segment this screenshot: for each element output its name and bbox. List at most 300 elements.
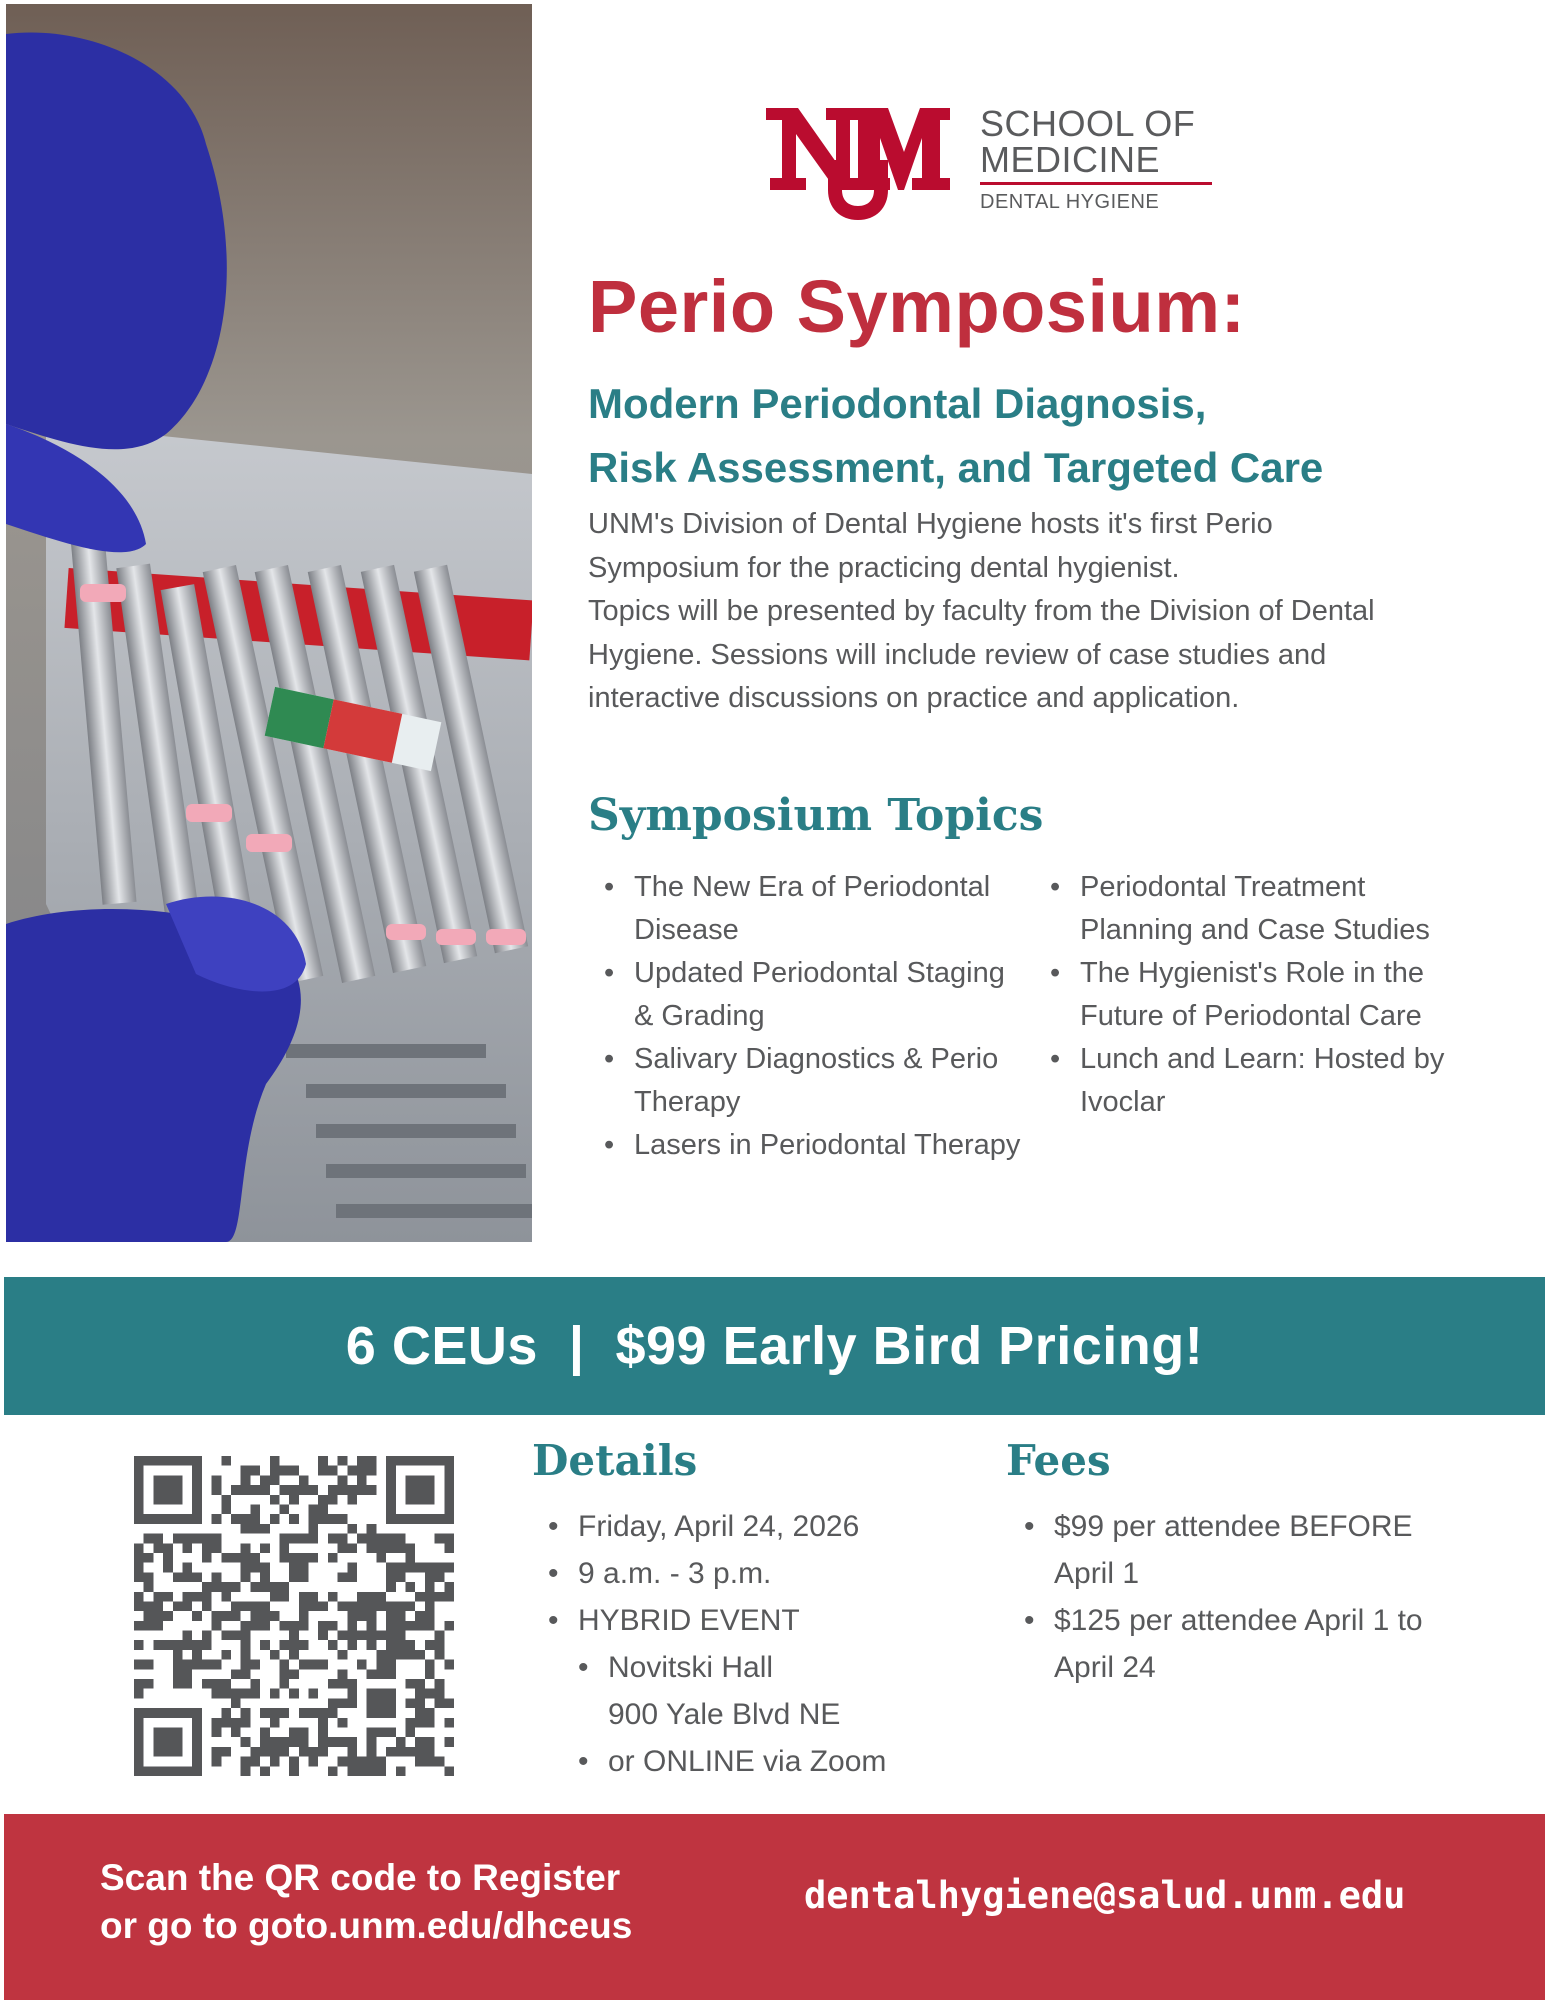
qr-module xyxy=(221,1495,231,1505)
qr-module xyxy=(289,1485,299,1495)
qr-module xyxy=(134,1601,144,1611)
qr-module xyxy=(347,1689,357,1699)
topic-item: • Lasers in Periodontal Therapy xyxy=(604,1124,1024,1167)
qr-module xyxy=(134,1621,144,1631)
qr-module xyxy=(289,1766,299,1776)
logo-divider xyxy=(980,182,1212,185)
qr-module xyxy=(415,1698,425,1708)
qr-module xyxy=(260,1543,270,1553)
qr-module xyxy=(173,1660,183,1670)
qr-module xyxy=(144,1582,154,1592)
qr-module xyxy=(221,1708,231,1718)
qr-module xyxy=(357,1766,367,1776)
qr-module xyxy=(260,1728,270,1738)
qr-module xyxy=(270,1650,280,1660)
qr-module xyxy=(396,1572,406,1582)
qr-module xyxy=(347,1631,357,1641)
qr-module xyxy=(153,1611,163,1621)
qr-module xyxy=(328,1621,338,1631)
details-location-online: • or ONLINE via Zoom xyxy=(578,1738,1008,1785)
qr-module xyxy=(357,1660,367,1670)
qr-module xyxy=(153,1592,163,1602)
qr-module xyxy=(396,1640,406,1650)
qr-module xyxy=(241,1766,251,1776)
qr-module xyxy=(406,1601,416,1611)
qr-module xyxy=(425,1582,435,1592)
qr-module xyxy=(328,1698,338,1708)
qr-module xyxy=(396,1534,406,1544)
qr-module xyxy=(250,1553,260,1563)
qr-module xyxy=(444,1660,454,1670)
qr-module xyxy=(347,1572,357,1582)
registration-qr-code[interactable] xyxy=(134,1456,454,1776)
qr-module xyxy=(192,1640,202,1650)
qr-module xyxy=(231,1728,241,1738)
qr-module xyxy=(134,1543,144,1553)
qr-module xyxy=(221,1650,231,1660)
qr-module xyxy=(376,1669,386,1679)
qr-module xyxy=(309,1514,319,1524)
qr-module xyxy=(386,1582,396,1592)
qr-module xyxy=(299,1592,309,1602)
qr-module xyxy=(299,1728,309,1738)
qr-module xyxy=(347,1766,357,1776)
qr-module xyxy=(376,1601,386,1611)
qr-module xyxy=(202,1553,212,1563)
qr-module xyxy=(250,1747,260,1757)
qr-module xyxy=(435,1640,445,1650)
qr-module xyxy=(289,1640,299,1650)
qr-module xyxy=(415,1757,425,1767)
fee-early: • $99 per attendee BEFORE April 1 xyxy=(1024,1503,1464,1597)
qr-module xyxy=(415,1718,425,1728)
qr-module xyxy=(144,1534,154,1544)
details-event-type xyxy=(548,1597,1008,1785)
qr-module xyxy=(202,1660,212,1670)
qr-module xyxy=(192,1572,202,1582)
qr-module xyxy=(406,1543,416,1553)
qr-module xyxy=(367,1621,377,1631)
qr-module xyxy=(212,1572,222,1582)
qr-module xyxy=(357,1592,367,1602)
qr-module xyxy=(338,1534,348,1544)
qr-module xyxy=(270,1689,280,1699)
qr-module xyxy=(241,1737,251,1747)
qr-module xyxy=(260,1563,270,1573)
qr-module xyxy=(444,1582,454,1592)
qr-module xyxy=(347,1466,357,1476)
qr-module xyxy=(338,1650,348,1660)
qr-module xyxy=(144,1553,154,1563)
qr-module xyxy=(250,1679,260,1689)
topics-heading: Symposium Topics xyxy=(588,790,1044,841)
qr-module xyxy=(221,1456,231,1466)
qr-module xyxy=(241,1466,251,1476)
qr-module xyxy=(357,1485,367,1495)
qr-module xyxy=(406,1718,416,1728)
qr-module xyxy=(386,1543,396,1553)
qr-module xyxy=(318,1631,328,1641)
qr-module xyxy=(328,1640,338,1650)
qr-module xyxy=(260,1640,270,1650)
qr-module xyxy=(260,1737,270,1747)
qr-module xyxy=(396,1631,406,1641)
qr-module xyxy=(435,1650,445,1660)
qr-module xyxy=(318,1495,328,1505)
qr-module xyxy=(376,1534,386,1544)
qr-module xyxy=(250,1757,260,1767)
qr-module xyxy=(250,1466,260,1476)
qr-module xyxy=(231,1553,241,1563)
qr-module xyxy=(318,1514,328,1524)
details-date: • Friday, April 24, 2026 xyxy=(548,1503,1008,1550)
qr-module xyxy=(231,1669,241,1679)
qr-module xyxy=(338,1757,348,1767)
qr-module xyxy=(153,1601,163,1611)
qr-module xyxy=(367,1728,377,1738)
qr-module xyxy=(425,1689,435,1699)
qr-module xyxy=(192,1660,202,1670)
qr-module xyxy=(425,1611,435,1621)
qr-module xyxy=(435,1679,445,1689)
qr-module xyxy=(221,1592,231,1602)
qr-module xyxy=(338,1475,348,1485)
qr-module xyxy=(309,1689,319,1699)
qr-module xyxy=(289,1728,299,1738)
qr-module xyxy=(289,1572,299,1582)
qr-module xyxy=(250,1582,260,1592)
qr-module xyxy=(318,1466,328,1476)
qr-module xyxy=(435,1572,445,1582)
qr-module xyxy=(415,1650,425,1660)
qr-module xyxy=(357,1456,367,1466)
qr-module xyxy=(367,1737,377,1747)
qr-module xyxy=(357,1757,367,1767)
qr-module xyxy=(212,1660,222,1670)
qr-module xyxy=(279,1553,289,1563)
qr-module xyxy=(279,1592,289,1602)
qr-module xyxy=(425,1718,435,1728)
details-location-hall-name: Novitski Hall xyxy=(608,1651,774,1684)
qr-module xyxy=(144,1611,154,1621)
qr-module xyxy=(173,1572,183,1582)
qr-module xyxy=(250,1563,260,1573)
qr-module xyxy=(250,1504,260,1514)
qr-module xyxy=(347,1611,357,1621)
qr-module xyxy=(163,1640,173,1650)
qr-module xyxy=(367,1543,377,1553)
qr-module xyxy=(318,1621,328,1631)
qr-module xyxy=(202,1543,212,1553)
qr-module xyxy=(173,1669,183,1679)
qr-module xyxy=(260,1747,270,1757)
qr-module xyxy=(260,1572,270,1582)
qr-module xyxy=(202,1640,212,1650)
qr-module xyxy=(386,1631,396,1641)
qr-module xyxy=(444,1534,454,1544)
qr-module xyxy=(406,1621,416,1631)
qr-module xyxy=(299,1601,309,1611)
qr-module xyxy=(250,1601,260,1611)
qr-module xyxy=(396,1543,406,1553)
qr-module xyxy=(241,1485,251,1495)
unm-logo-mark-icon xyxy=(766,100,950,220)
qr-module xyxy=(347,1747,357,1757)
qr-module xyxy=(221,1679,231,1689)
qr-module xyxy=(212,1689,222,1699)
qr-module xyxy=(241,1553,251,1563)
qr-module xyxy=(182,1601,192,1611)
qr-module xyxy=(212,1679,222,1689)
qr-module xyxy=(173,1640,183,1650)
qr-module xyxy=(415,1708,425,1718)
qr-module xyxy=(212,1718,222,1728)
qr-module xyxy=(250,1611,260,1621)
qr-module xyxy=(444,1563,454,1573)
qr-module xyxy=(367,1534,377,1544)
qr-module xyxy=(144,1621,154,1631)
qr-module xyxy=(396,1621,406,1631)
qr-module xyxy=(134,1679,144,1689)
qr-module xyxy=(367,1757,377,1767)
qr-module xyxy=(415,1611,425,1621)
qr-module xyxy=(444,1621,454,1631)
qr-module xyxy=(347,1757,357,1767)
qr-module xyxy=(173,1650,183,1660)
qr-module xyxy=(367,1485,377,1495)
qr-module xyxy=(270,1611,280,1621)
qr-module xyxy=(270,1757,280,1767)
qr-module xyxy=(328,1495,338,1505)
register-url[interactable]: or go to goto.unm.edu/dhceus xyxy=(100,1905,633,1946)
qr-module xyxy=(260,1582,270,1592)
logo-school-of: SCHOOL OF xyxy=(980,103,1196,144)
qr-module xyxy=(444,1737,454,1747)
qr-module xyxy=(163,1611,173,1621)
details-list xyxy=(548,1503,1008,1785)
qr-module xyxy=(221,1553,231,1563)
qr-module xyxy=(309,1757,319,1767)
qr-module xyxy=(415,1679,425,1689)
qr-module xyxy=(289,1466,299,1476)
qr-module xyxy=(309,1524,319,1534)
qr-module xyxy=(299,1572,309,1582)
fees-list xyxy=(1024,1503,1464,1691)
dental-instruments-photo xyxy=(6,4,532,1242)
unm-school-of-medicine-logo xyxy=(766,100,1236,230)
qr-module xyxy=(444,1766,454,1776)
qr-module xyxy=(338,1679,348,1689)
qr-module xyxy=(192,1611,202,1621)
qr-module xyxy=(357,1601,367,1611)
qr-module xyxy=(396,1601,406,1611)
qr-module xyxy=(270,1495,280,1505)
qr-module xyxy=(386,1611,396,1621)
qr-module xyxy=(406,1650,416,1660)
qr-module xyxy=(318,1718,328,1728)
qr-module xyxy=(435,1631,445,1641)
qr-module xyxy=(270,1592,280,1602)
qr-module xyxy=(299,1553,309,1563)
topic-item: • Salivary Diagnostics & Perio Therapy xyxy=(604,1038,1024,1124)
qr-module xyxy=(299,1534,309,1544)
qr-module xyxy=(376,1543,386,1553)
qr-module xyxy=(212,1611,222,1621)
qr-module xyxy=(279,1504,289,1514)
qr-module xyxy=(386,1747,396,1757)
qr-module xyxy=(182,1631,192,1641)
qr-module xyxy=(367,1631,377,1641)
qr-module xyxy=(396,1747,406,1757)
qr-module xyxy=(347,1737,357,1747)
qr-module xyxy=(250,1660,260,1670)
qr-module xyxy=(425,1640,435,1650)
qr-module xyxy=(376,1631,386,1641)
qr-module xyxy=(250,1524,260,1534)
qr-module xyxy=(134,1660,144,1670)
qr-module xyxy=(202,1679,212,1689)
qr-module xyxy=(163,1592,173,1602)
qr-module xyxy=(376,1728,386,1738)
qr-module xyxy=(347,1601,357,1611)
qr-module xyxy=(173,1601,183,1611)
qr-module xyxy=(347,1485,357,1495)
qr-module xyxy=(270,1466,280,1476)
qr-module xyxy=(202,1631,212,1641)
topics-list-right xyxy=(1050,866,1470,1124)
qr-module xyxy=(260,1708,270,1718)
qr-module xyxy=(367,1611,377,1621)
qr-module xyxy=(299,1737,309,1747)
qr-module xyxy=(406,1747,416,1757)
qr-module xyxy=(299,1475,309,1485)
qr-module xyxy=(406,1728,416,1738)
qr-module xyxy=(212,1757,222,1767)
qr-module xyxy=(270,1475,280,1485)
qr-module xyxy=(376,1660,386,1670)
footer-banner xyxy=(4,1814,1545,2000)
details-location-hall xyxy=(578,1644,1008,1738)
qr-module xyxy=(425,1708,435,1718)
qr-module xyxy=(425,1592,435,1602)
subtitle xyxy=(588,372,1488,500)
details-heading: Details xyxy=(532,1436,698,1485)
qr-module xyxy=(309,1592,319,1602)
qr-module xyxy=(367,1640,377,1650)
qr-module xyxy=(338,1698,348,1708)
qr-module xyxy=(192,1592,202,1602)
qr-module xyxy=(425,1660,435,1670)
qr-module xyxy=(338,1572,348,1582)
qr-module xyxy=(241,1621,251,1631)
topic-item: • The New Era of Periodontal Disease xyxy=(604,866,1024,952)
qr-module xyxy=(289,1621,299,1631)
qr-module xyxy=(241,1757,251,1767)
qr-module xyxy=(163,1553,173,1563)
qr-module xyxy=(328,1737,338,1747)
fees-heading: Fees xyxy=(1006,1436,1111,1485)
qr-module xyxy=(182,1660,192,1670)
qr-module xyxy=(357,1466,367,1476)
qr-module xyxy=(309,1708,319,1718)
qr-module xyxy=(182,1669,192,1679)
qr-module xyxy=(425,1757,435,1767)
qr-module xyxy=(241,1650,251,1660)
qr-module xyxy=(396,1766,406,1776)
qr-module xyxy=(250,1689,260,1699)
qr-module xyxy=(260,1475,270,1485)
qr-module xyxy=(309,1504,319,1514)
qr-module xyxy=(357,1631,367,1641)
qr-module xyxy=(270,1737,280,1747)
qr-module xyxy=(328,1592,338,1602)
qr-module xyxy=(435,1757,445,1767)
qr-module xyxy=(299,1621,309,1631)
qr-module xyxy=(279,1582,289,1592)
qr-module xyxy=(367,1466,377,1476)
qr-module xyxy=(221,1718,231,1728)
qr-module xyxy=(212,1534,222,1544)
qr-module xyxy=(338,1485,348,1495)
qr-module xyxy=(347,1698,357,1708)
qr-module xyxy=(241,1718,251,1728)
qr-module xyxy=(144,1679,154,1689)
qr-module xyxy=(279,1708,289,1718)
pricing-banner xyxy=(4,1277,1545,1415)
qr-module xyxy=(134,1592,144,1602)
qr-module xyxy=(435,1534,445,1544)
qr-module xyxy=(212,1543,222,1553)
qr-module xyxy=(270,1514,280,1524)
qr-module xyxy=(367,1601,377,1611)
qr-module xyxy=(338,1543,348,1553)
qr-module xyxy=(221,1631,231,1641)
qr-module xyxy=(182,1679,192,1689)
qr-module xyxy=(250,1514,260,1524)
qr-module xyxy=(260,1601,270,1611)
qr-module xyxy=(318,1601,328,1611)
qr-module xyxy=(153,1543,163,1553)
qr-module xyxy=(279,1679,289,1689)
qr-module xyxy=(231,1631,241,1641)
qr-module xyxy=(134,1640,144,1650)
qr-module xyxy=(338,1737,348,1747)
qr-module xyxy=(425,1747,435,1757)
qr-module xyxy=(425,1737,435,1747)
qr-module xyxy=(134,1563,144,1573)
qr-module xyxy=(309,1747,319,1757)
qr-module xyxy=(415,1689,425,1699)
contact-email-link[interactable]: dentalhygiene@salud.unm.edu xyxy=(804,1874,1406,1917)
qr-module xyxy=(241,1475,251,1485)
qr-module xyxy=(260,1621,270,1631)
qr-module xyxy=(221,1582,231,1592)
qr-module xyxy=(202,1582,212,1592)
qr-module xyxy=(386,1728,396,1738)
qr-module xyxy=(406,1698,416,1708)
qr-module xyxy=(260,1524,270,1534)
topic-item: • The Hygienist's Role in the Future of Periodontal Care xyxy=(1050,952,1470,1038)
logo-medicine: MEDICINE xyxy=(980,139,1161,180)
qr-module xyxy=(367,1592,377,1602)
qr-module xyxy=(415,1563,425,1573)
qr-module xyxy=(435,1592,445,1602)
qr-module xyxy=(279,1534,289,1544)
qr-module xyxy=(212,1621,222,1631)
qr-module xyxy=(347,1640,357,1650)
qr-module xyxy=(406,1553,416,1563)
qr-module xyxy=(415,1737,425,1747)
